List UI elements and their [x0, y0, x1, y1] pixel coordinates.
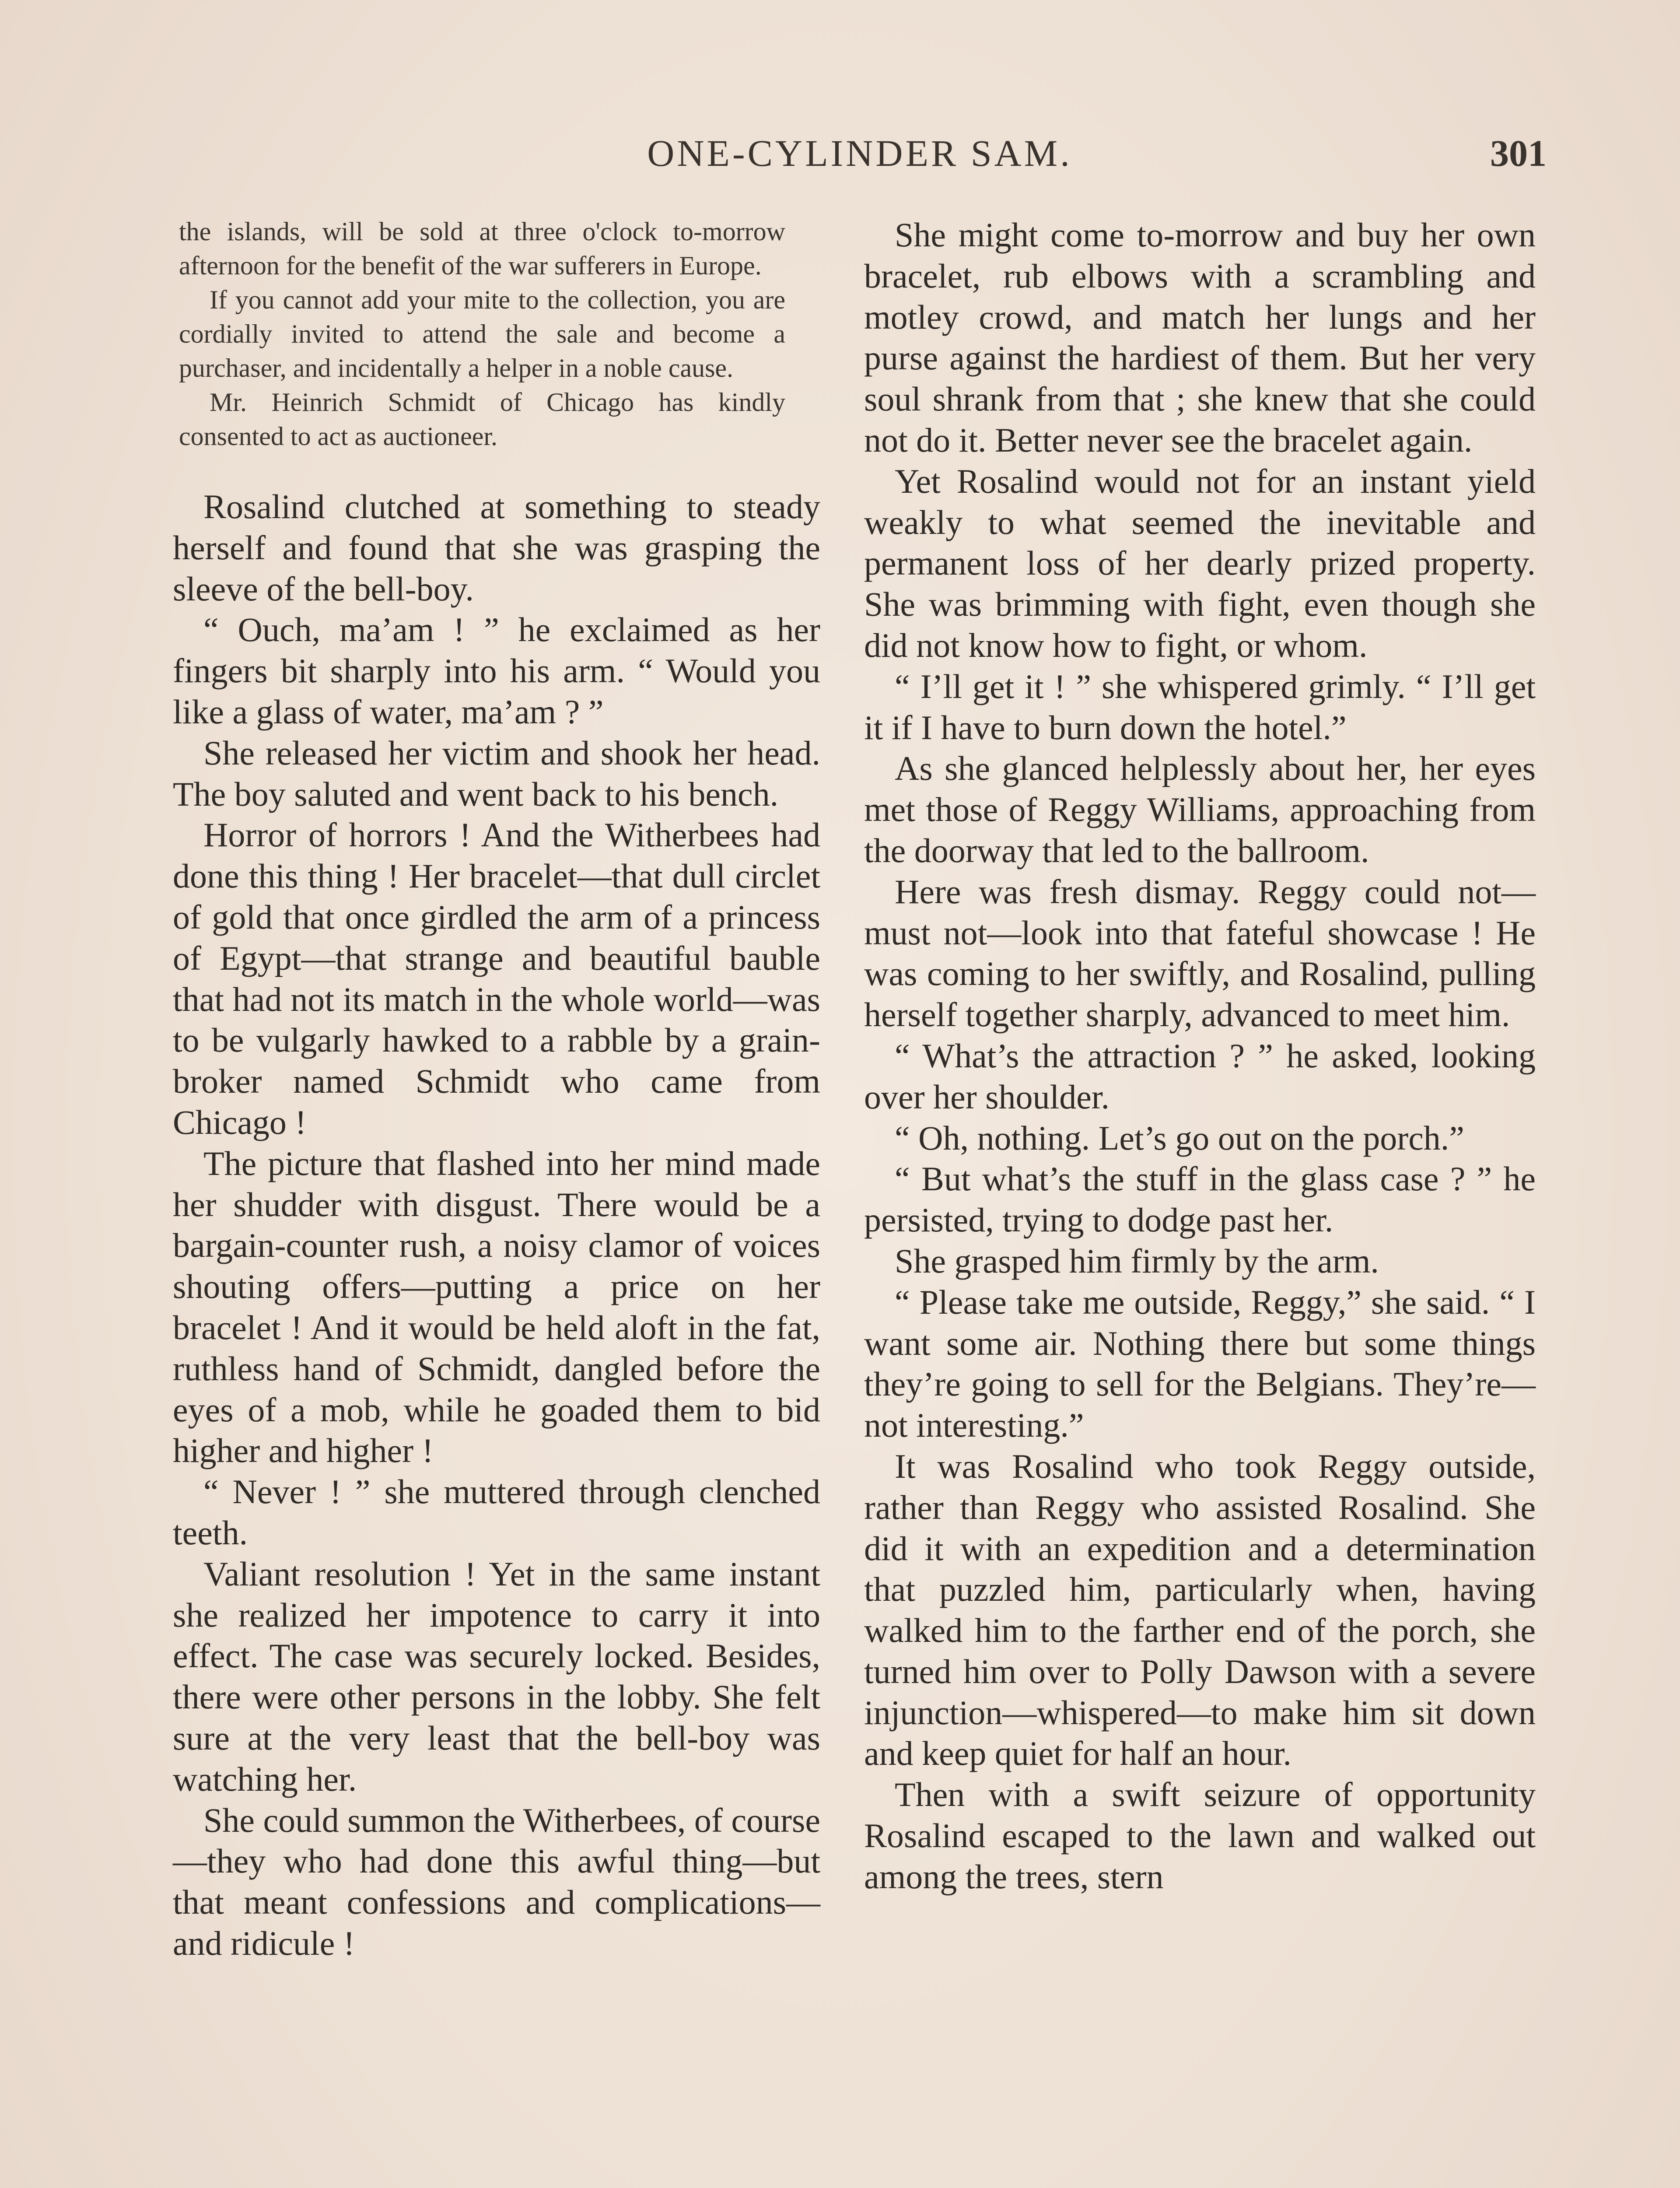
body-paragraph: She released her victim and shook her head. The boy saluted and went back to his bench.	[173, 733, 820, 813]
auction-notice	[173, 214, 785, 453]
right-column	[864, 214, 1536, 1897]
notice-paragraph: If you cannot add your mite to the collection, you are cordially invited to attend the sale and become a purchaser, and incidentally a helper in a noble cause.	[179, 285, 785, 382]
notice-paragraph: Mr. Heinrich Schmidt of Chicago has kindly consented to act as auctioneer.	[179, 388, 785, 451]
body-paragraph: “ I’ll get it ! ” she whispered grimly. “ I’ll get it if I have to burn down the hotel.”	[864, 667, 1536, 747]
body-paragraph: Yet Rosalind would not for an instant yield weakly to what seemed the inevitable and permanent loss of her dearly prized property. She was brimming with fight, even though she did not know how to fight, or whom.	[864, 462, 1536, 664]
left-column	[173, 214, 820, 1964]
notice-paragraph: the islands, will be sold at three o'clock to-morrow afternoon for the benefit of the war sufferers in Europe.	[179, 217, 785, 280]
body-paragraph: It was Rosalind who took Reggy outside, rather than Reggy who assisted Rosalind. She did it with an expedition and a determination that puzzled him, particularly when, having walked him to the farther end of the porch, she turned him over to Polly Dawson with a severe injunction—whispered—to make him sit down and keep quiet for half an hour.	[864, 1447, 1536, 1773]
body-paragraph: The picture that flashed into her mind made her shudder with disgust. There would be a bargain-counter rush, a noisy clamor of voices shouting offers—putting a price on her bracelet ! And it would be held aloft in the fat, ruthless hand of Schmidt, dangled before the eyes of a mob, while he goaded them to bid higher and higher !	[173, 1144, 820, 1470]
body-paragraph: Valiant resolution ! Yet in the same instant she realized her impotence to carry it into effect. The case was securely locked. Besides, there were other persons in the lobby. She felt sure at the very least that the bell-boy was watching her.	[173, 1554, 820, 1798]
body-paragraph: She could summon the Witherbees, of course—they who had done this awful thing—but that meant confessions and complications—and ridicule !	[173, 1801, 820, 1962]
body-paragraph: “ Oh, nothing. Let’s go out on the porch.”	[895, 1119, 1464, 1157]
body-paragraph: “ Ouch, ma’am ! ” he exclaimed as her fingers bit sharply into his arm. “ Would you like a glass of water, ma’am ? ”	[173, 610, 820, 731]
body-paragraph: Here was fresh dismay. Reggy could not—must not—look into that fateful showcase ! He was coming to her swiftly, and Rosalind, pulling herself together sharply, advanced to meet him.	[864, 872, 1536, 1034]
notice-spacer	[173, 453, 820, 486]
page-number: 301	[1490, 132, 1547, 174]
body-paragraph: She might come to-morrow and buy her own bracelet, rub elbows with a scrambling and motley crowd, and match her lungs and her purse against the hardiest of them. But her very soul shrank from that ; she knew that she could not do it. Better never see the bracelet again.	[864, 216, 1536, 459]
page-header	[173, 131, 1547, 179]
body-paragraph: “ What’s the attraction ? ” he asked, looking over her shoulder.	[864, 1036, 1536, 1116]
body-paragraph: “ Never ! ” she muttered through clenched teeth.	[173, 1473, 820, 1552]
body-paragraph: Rosalind clutched at something to steady herself and found that she was grasping the sleeve of the bell-boy.	[173, 487, 820, 608]
body-paragraph: She grasped him firmly by the arm.	[895, 1241, 1379, 1280]
body-paragraph: As she glanced helplessly about her, her eyes met those of Reggy Williams, approaching from the doorway that led to the ballroom.	[864, 749, 1536, 870]
body-paragraph: “ But what’s the stuff in the glass case ? ” he persisted, trying to dodge past her.	[864, 1160, 1536, 1239]
body-paragraph: “ Please take me outside, Reggy,” she said. “ I want some air. Nothing there but some things they’re going to sell for the Belgians. They’re—not interesting.”	[864, 1283, 1536, 1445]
running-head: ONE-CYLINDER SAM.	[647, 132, 1072, 174]
body-paragraph: Horror of horrors ! And the Witherbees had done this thing ! Her bracelet—that dull circlet of gold that once girdled the arm of a princess of Egypt—that strange and beautiful bauble that had not its match in the whole world—was to be vulgarly hawked to a rabble by a grain-broker named Schmidt who came from Chicago !	[173, 816, 820, 1141]
body-paragraph: Then with a swift seizure of opportunity Rosalind escaped to the lawn and walked out among the trees, stern	[864, 1775, 1536, 1896]
